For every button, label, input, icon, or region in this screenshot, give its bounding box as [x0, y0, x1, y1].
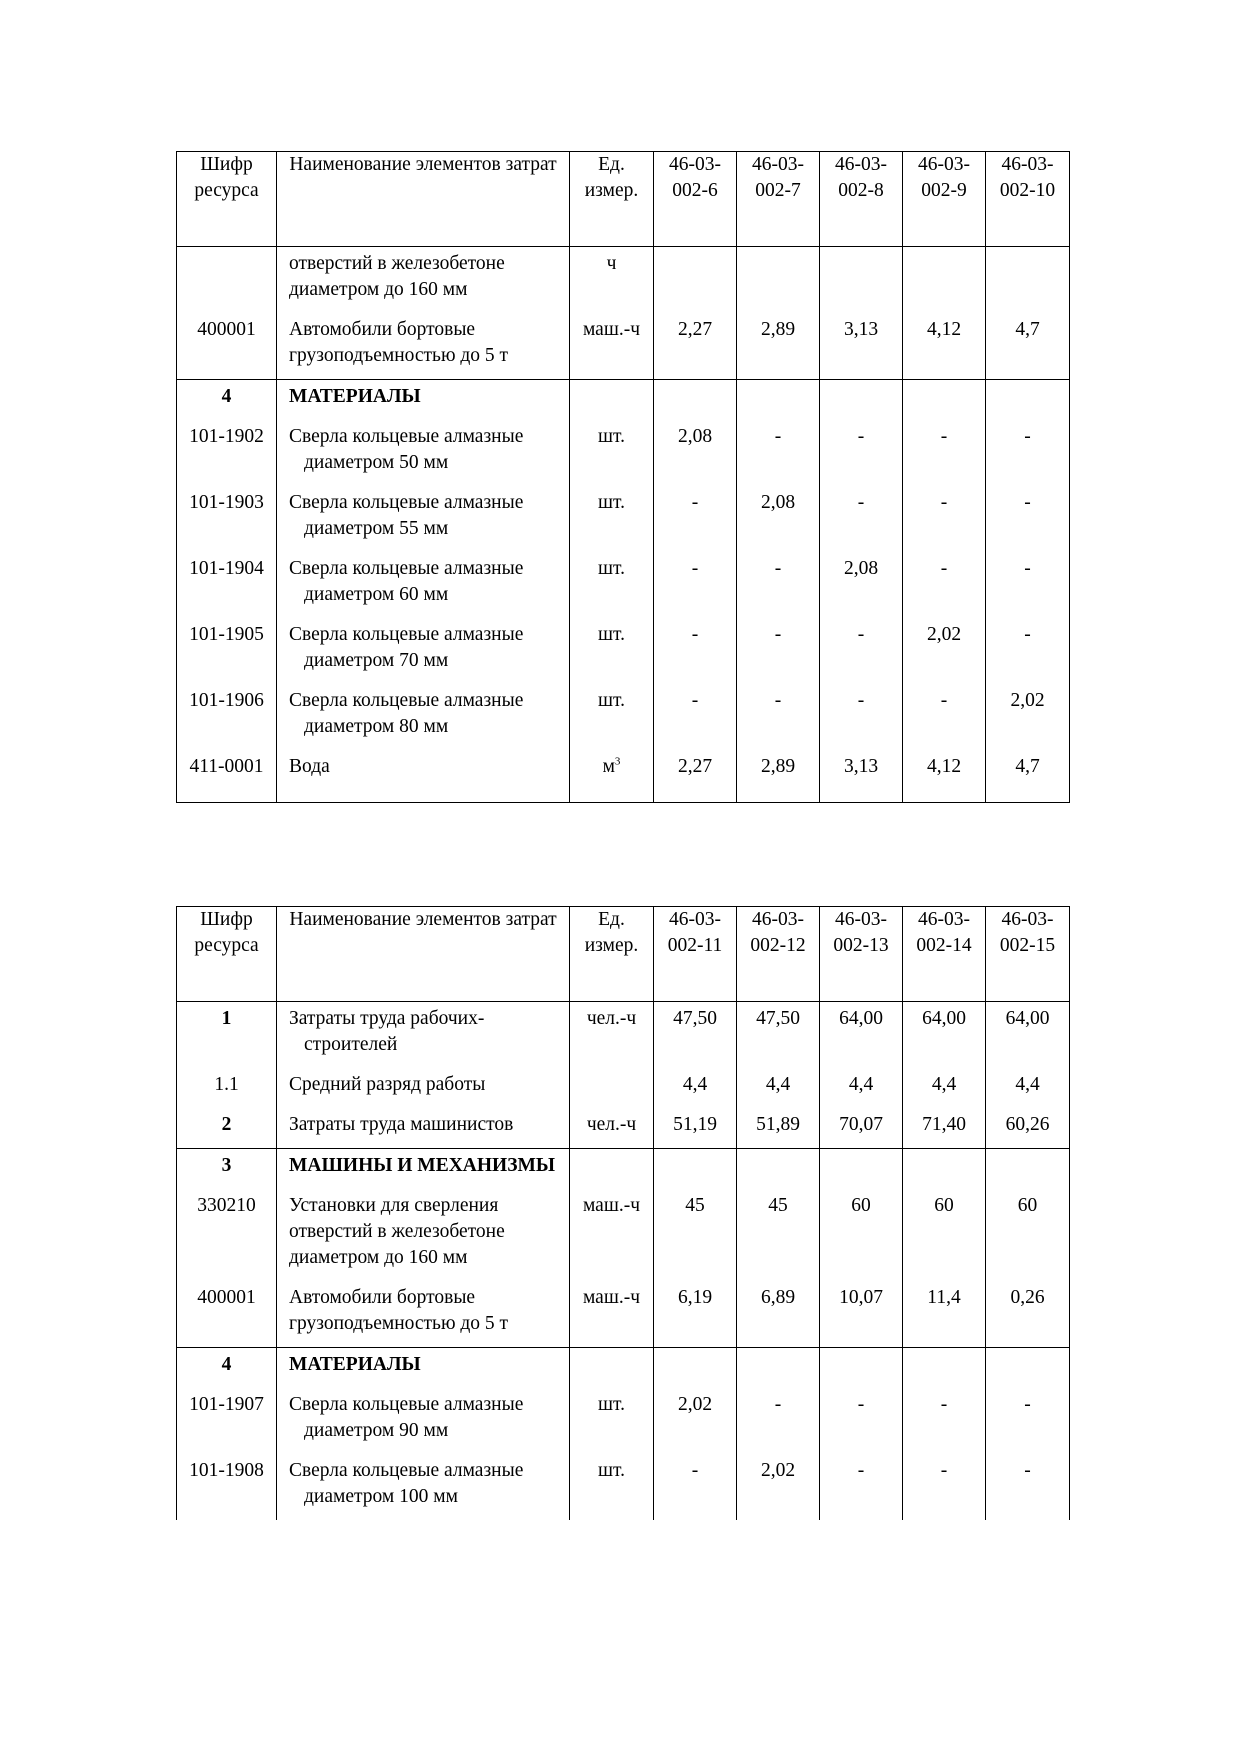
table-row — [177, 1281, 1070, 1348]
section-row — [177, 380, 1070, 421]
cell-code: 1.1 — [177, 1068, 277, 1108]
section-title-text: МАШИНЫ И МЕХАНИЗМЫ — [289, 1155, 556, 1176]
cell-unit — [570, 750, 654, 803]
header-col-3: 46-03-002-8 — [820, 152, 903, 247]
cell-value-2: 51,89 — [737, 1108, 820, 1149]
cell-name-text: Сверла кольцевые алмазные диаметром 80 мм — [289, 690, 524, 737]
cost-table-1 — [176, 151, 1070, 803]
cell-value-5: - — [986, 1388, 1070, 1454]
cell-value-2: - — [737, 684, 820, 750]
cell-value-4: 64,00 — [903, 1002, 986, 1069]
cell-value-4: 60 — [903, 1189, 986, 1281]
cell-value-5: 4,7 — [986, 313, 1070, 380]
cell-code: 101-1902 — [177, 420, 277, 486]
cell-value-3: 10,07 — [820, 1281, 903, 1348]
cell-value-3: 2,08 — [820, 552, 903, 618]
cell-value-2: - — [737, 552, 820, 618]
header-name: Наименование элементов затрат — [277, 152, 570, 247]
cell-value-5: - — [986, 552, 1070, 618]
cell-value-5: 4,4 — [986, 1068, 1070, 1108]
cell-unit: шт. — [570, 1454, 654, 1520]
cell-name: Затраты труда машинистов — [277, 1108, 570, 1149]
header-col-4: 46-03-002-9 — [903, 152, 986, 247]
table-row — [177, 684, 1070, 750]
cell-value-4: 11,4 — [903, 1281, 986, 1348]
cell-name: Средний разряд работы — [277, 1068, 570, 1108]
cell-value-2 — [737, 380, 820, 421]
cell-value-2 — [737, 247, 820, 314]
cell-unit: шт. — [570, 552, 654, 618]
cell-unit: чел.-ч — [570, 1108, 654, 1149]
table-row — [177, 420, 1070, 486]
table-header-row — [177, 907, 1070, 1002]
cell-value-3: 64,00 — [820, 1002, 903, 1069]
cell-name: Установки для сверления отверстий в железобетоне диаметром до 160 мм — [277, 1189, 570, 1281]
table-row — [177, 1388, 1070, 1454]
cell-value-5: 2,02 — [986, 684, 1070, 750]
cell-value-1 — [654, 1348, 737, 1389]
section-row — [177, 1149, 1070, 1190]
cell-value-5: 4,7 — [986, 750, 1070, 803]
unit-superscript: 3 — [614, 755, 621, 768]
header-col-5: 46-03-002-10 — [986, 152, 1070, 247]
header-col-2: 46-03-002-12 — [737, 907, 820, 1002]
cell-value-4: - — [903, 420, 986, 486]
cell-name — [277, 420, 570, 486]
cell-value-3: - — [820, 1454, 903, 1520]
cell-value-3: - — [820, 1388, 903, 1454]
cell-code: 2 — [177, 1108, 277, 1149]
section-title: МАТЕРИАЛЫ — [277, 380, 570, 421]
cell-value-2: 2,89 — [737, 313, 820, 380]
cell-value-2: 2,08 — [737, 486, 820, 552]
cell-value-5: - — [986, 486, 1070, 552]
cell-unit — [570, 1068, 654, 1108]
cell-code: 101-1904 — [177, 552, 277, 618]
cell-value-1: - — [654, 618, 737, 684]
cell-value-5: - — [986, 420, 1070, 486]
cell-code: 4 — [177, 1348, 277, 1389]
cell-value-2: - — [737, 420, 820, 486]
cell-code: 411-0001 — [177, 750, 277, 803]
header-col-2: 46-03-002-7 — [737, 152, 820, 247]
cell-value-3 — [820, 1149, 903, 1190]
cell-unit: шт. — [570, 486, 654, 552]
table-row — [177, 1068, 1070, 1108]
cell-name — [277, 486, 570, 552]
cell-value-1: 4,4 — [654, 1068, 737, 1108]
cell-value-1 — [654, 247, 737, 314]
cell-value-1: - — [654, 486, 737, 552]
header-col-1: 46-03-002-11 — [654, 907, 737, 1002]
cell-value-3: 60 — [820, 1189, 903, 1281]
cell-value-1: - — [654, 684, 737, 750]
cell-value-1: 2,27 — [654, 313, 737, 380]
cell-value-4 — [903, 1348, 986, 1389]
section-title — [277, 1149, 570, 1190]
header-name: Наименование элементов затрат — [277, 907, 570, 1002]
table-row — [177, 1454, 1070, 1520]
cell-value-1: 2,27 — [654, 750, 737, 803]
cell-name-text: Сверла кольцевые алмазные диаметром 60 мм — [289, 558, 524, 605]
cell-value-5 — [986, 247, 1070, 314]
cell-value-4: 71,40 — [903, 1108, 986, 1149]
cell-value-2: 4,4 — [737, 1068, 820, 1108]
cell-value-2: 47,50 — [737, 1002, 820, 1069]
cell-code: 101-1908 — [177, 1454, 277, 1520]
cell-value-2: 2,89 — [737, 750, 820, 803]
cell-value-2: 2,02 — [737, 1454, 820, 1520]
cell-value-4: - — [903, 1388, 986, 1454]
header-col-1: 46-03-002-6 — [654, 152, 737, 247]
cell-value-5: 0,26 — [986, 1281, 1070, 1348]
cell-value-2 — [737, 1149, 820, 1190]
cell-name: Автомобили бортовые грузоподъемностью до 5 т — [277, 313, 570, 380]
cell-value-3: 4,4 — [820, 1068, 903, 1108]
cell-value-3: - — [820, 618, 903, 684]
unit-text: м — [602, 756, 615, 777]
cell-unit: шт. — [570, 618, 654, 684]
cell-value-4: - — [903, 1454, 986, 1520]
cell-value-3: 3,13 — [820, 313, 903, 380]
table-row — [177, 1108, 1070, 1149]
cell-unit — [570, 1149, 654, 1190]
cell-value-2: - — [737, 1388, 820, 1454]
table-row — [177, 1189, 1070, 1281]
cell-name-text: Сверла кольцевые алмазные диаметром 100 мм — [289, 1460, 524, 1507]
cell-name — [277, 1454, 570, 1520]
cell-value-3 — [820, 380, 903, 421]
cell-value-4: 4,12 — [903, 313, 986, 380]
cell-code: 330210 — [177, 1189, 277, 1281]
cell-value-4 — [903, 247, 986, 314]
section-title: МАТЕРИАЛЫ — [277, 1348, 570, 1389]
cell-unit: чел.-ч — [570, 1002, 654, 1069]
cell-code: 400001 — [177, 1281, 277, 1348]
cell-value-4: - — [903, 486, 986, 552]
cell-name: отверстий в железобетоне диаметром до 160 мм — [277, 247, 570, 314]
cell-unit: шт. — [570, 420, 654, 486]
cell-unit — [570, 1348, 654, 1389]
cell-value-2: 45 — [737, 1189, 820, 1281]
cell-value-4: 4,4 — [903, 1068, 986, 1108]
cell-value-3: - — [820, 420, 903, 486]
header-unit: Ед. измер. — [570, 907, 654, 1002]
cell-name — [277, 1002, 570, 1069]
cell-unit: маш.-ч — [570, 313, 654, 380]
cell-value-5: - — [986, 618, 1070, 684]
cell-value-4 — [903, 380, 986, 421]
cell-code: 101-1905 — [177, 618, 277, 684]
cell-unit: ч — [570, 247, 654, 314]
cell-unit: маш.-ч — [570, 1281, 654, 1348]
cell-code — [177, 247, 277, 314]
cell-value-1 — [654, 1149, 737, 1190]
cell-value-1: 51,19 — [654, 1108, 737, 1149]
cell-value-1: 45 — [654, 1189, 737, 1281]
cell-name: Вода — [277, 750, 570, 803]
cell-value-4: - — [903, 684, 986, 750]
table-row — [177, 552, 1070, 618]
cell-code: 3 — [177, 1149, 277, 1190]
table-row — [177, 1002, 1070, 1069]
cell-name-text: Затраты труда рабочих-строителей — [289, 1008, 485, 1055]
cell-name — [277, 618, 570, 684]
section-row — [177, 1348, 1070, 1389]
cell-value-3: 3,13 — [820, 750, 903, 803]
cell-value-5: 64,00 — [986, 1002, 1070, 1069]
cell-value-1: 47,50 — [654, 1002, 737, 1069]
cell-value-5: 60,26 — [986, 1108, 1070, 1149]
cell-name — [277, 1388, 570, 1454]
cost-table-2 — [176, 906, 1070, 1520]
cell-code: 101-1903 — [177, 486, 277, 552]
cell-value-5 — [986, 1348, 1070, 1389]
cell-unit: шт. — [570, 684, 654, 750]
cell-value-1: - — [654, 552, 737, 618]
cell-value-1: 6,19 — [654, 1281, 737, 1348]
cell-name-text: Сверла кольцевые алмазные диаметром 90 мм — [289, 1394, 524, 1441]
table-row — [177, 750, 1070, 803]
header-col-4: 46-03-002-14 — [903, 907, 986, 1002]
cell-value-1: 2,02 — [654, 1388, 737, 1454]
table-row — [177, 486, 1070, 552]
cell-value-5 — [986, 1149, 1070, 1190]
cell-name-text: Сверла кольцевые алмазные диаметром 50 мм — [289, 426, 524, 473]
cell-unit: шт. — [570, 1388, 654, 1454]
cell-name-text: Сверла кольцевые алмазные диаметром 70 мм — [289, 624, 524, 671]
table-row — [177, 618, 1070, 684]
cell-value-1 — [654, 380, 737, 421]
cell-value-1: - — [654, 1454, 737, 1520]
cell-name-text: Сверла кольцевые алмазные диаметром 55 мм — [289, 492, 524, 539]
header-col-5: 46-03-002-15 — [986, 907, 1070, 1002]
cell-name: Автомобили бортовые грузоподъемностью до 5 т — [277, 1281, 570, 1348]
cell-value-5 — [986, 380, 1070, 421]
cell-value-3: - — [820, 684, 903, 750]
cell-value-4: - — [903, 552, 986, 618]
cell-name — [277, 684, 570, 750]
header-col-3: 46-03-002-13 — [820, 907, 903, 1002]
cell-value-4: 4,12 — [903, 750, 986, 803]
cell-code: 4 — [177, 380, 277, 421]
cell-value-5: 60 — [986, 1189, 1070, 1281]
cell-value-2 — [737, 1348, 820, 1389]
cell-value-3 — [820, 247, 903, 314]
cell-unit: маш.-ч — [570, 1189, 654, 1281]
cell-value-1: 2,08 — [654, 420, 737, 486]
cell-code: 101-1906 — [177, 684, 277, 750]
header-code: Шифр ресурса — [177, 152, 277, 247]
cell-value-3: - — [820, 486, 903, 552]
cell-code: 1 — [177, 1002, 277, 1069]
cell-value-2: - — [737, 618, 820, 684]
header-code: Шифр ресурса — [177, 907, 277, 1002]
cell-value-5: - — [986, 1454, 1070, 1520]
cell-name — [277, 552, 570, 618]
header-unit: Ед. измер. — [570, 152, 654, 247]
table-row — [177, 313, 1070, 380]
cell-code: 400001 — [177, 313, 277, 380]
cell-value-4: 2,02 — [903, 618, 986, 684]
cell-code: 101-1907 — [177, 1388, 277, 1454]
cell-value-3: 70,07 — [820, 1108, 903, 1149]
cell-unit — [570, 380, 654, 421]
table-header-row — [177, 152, 1070, 247]
cell-value-4 — [903, 1149, 986, 1190]
table-row — [177, 247, 1070, 314]
cell-value-2: 6,89 — [737, 1281, 820, 1348]
cell-value-3 — [820, 1348, 903, 1389]
